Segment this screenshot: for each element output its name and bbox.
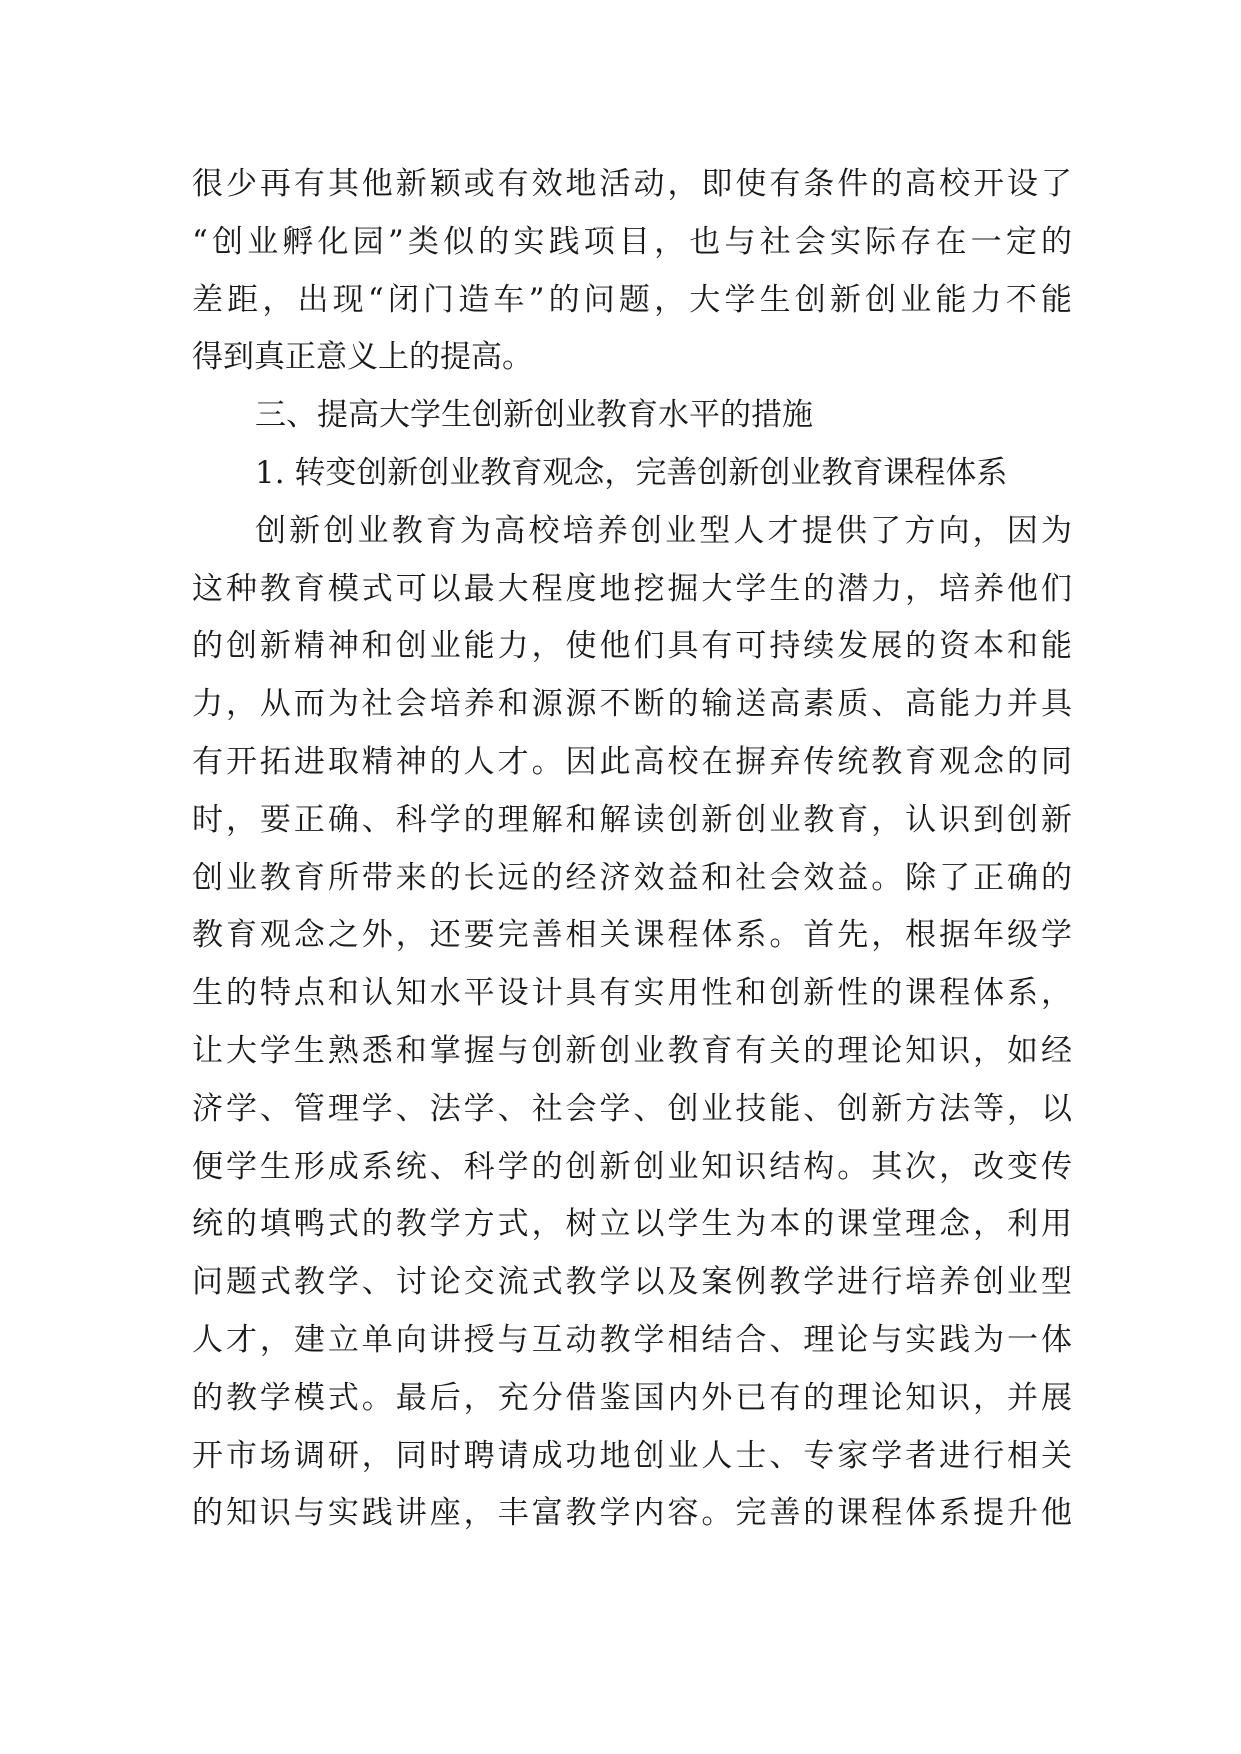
text-line: 很少再有其他新颖或有效地活动，即使有条件的高校开设了 (192, 166, 1072, 202)
section-heading: 三、提高大学生创新创业教育水平的措施 (255, 397, 813, 434)
text-line: 问题式教学、讨论交流式教学以及案例教学进行培养创业型 (192, 1264, 1072, 1301)
text-line: 便学生形成系统、科学的创新创业知识结构。其次，改变传 (192, 1148, 1072, 1185)
text-line: 的创新精神和创业能力，使他们具有可持续发展的资本和能 (192, 628, 1072, 665)
document-body (192, 156, 1072, 1543)
text-line: 时，要正确、科学的理解和解读创新创业教育，认识到创新 (192, 801, 1072, 838)
text-line: 开市场调研，同时聘请成功地创业人士、专家学者进行相关 (192, 1437, 1072, 1474)
text-line: 的知识与实践讲座，丰富教学内容。完善的课程体系提升他 (192, 1495, 1072, 1532)
text-line: 教育观念之外，还要完善相关课程体系。首先，根据年级学 (192, 917, 1072, 954)
paragraph-first-line: 创新创业教育为高校培养创业型人才提供了方向，因为 (255, 512, 1072, 549)
text-line: 得到真正意义上的提高。 (192, 339, 533, 376)
text-line: “创业孵化园”类似的实践项目，也与社会实际存在一定的 (192, 223, 1072, 260)
text-line: 创业教育所带来的长远的经济效益和社会效益。除了正确的 (192, 859, 1072, 896)
text-line: 人才，建立单向讲授与互动教学相结合、理论与实践为一体 (192, 1321, 1072, 1358)
text-line: 统的填鸭式的教学方式，树立以学生为本的课堂理念，利用 (192, 1206, 1072, 1243)
text-line: 有开拓进取精神的人才。因此高校在摒弃传统教育观念的同 (192, 743, 1072, 780)
subsection-heading: 1. 转变创新创业教育观念，完善创新创业教育课程体系 (255, 454, 1008, 491)
text-line: 力，从而为社会培养和源源不断的输送高素质、高能力并具 (192, 686, 1072, 723)
text-line: 这种教育模式可以最大程度地挖掘大学生的潜力，培养他们 (192, 570, 1072, 607)
text-line: 让大学生熟悉和掌握与创新创业教育有关的理论知识，如经 (192, 1032, 1072, 1069)
text-line: 生的特点和认知水平设计具有实用性和创新性的课程体系， (192, 975, 1072, 1012)
text-line: 差距，出现“闭门造车”的问题，大学生创新创业能力不能 (192, 281, 1072, 318)
text-line: 济学、管理学、法学、社会学、创业技能、创新方法等，以 (192, 1090, 1072, 1127)
text-line: 的教学模式。最后，充分借鉴国内外已有的理论知识，并展 (192, 1379, 1072, 1416)
